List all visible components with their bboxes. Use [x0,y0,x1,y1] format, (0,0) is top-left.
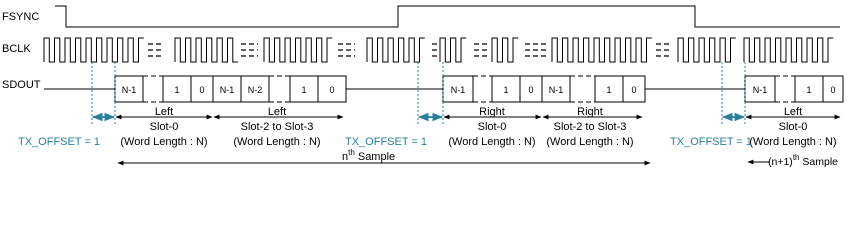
data-bit-label: N-1 [752,85,768,95]
bclk-segment [744,38,833,62]
word-length-label: (Word Length : N) [448,136,536,148]
bclk-segment [440,38,466,62]
tx-offset-label: TX_OFFSET = 1 [670,136,753,148]
slot-range-label: Slot-0 [477,121,507,133]
fsync-label: FSYNC [2,11,40,23]
fsync-waveform [55,6,840,27]
slot-group-label: Right [577,106,603,118]
data-bit-label: 1 [806,85,812,95]
bclk-segment [678,38,736,62]
word-length-label: (Word Length : N) [120,136,208,148]
data-bit-label: 0 [329,85,335,95]
data-bit-label: N-1 [219,85,235,95]
data-bit-label: 1 [606,85,612,95]
bclk-segment [492,38,518,62]
bclk-label: BCLK [2,43,31,55]
bclk-segment [552,38,652,62]
slot-range-label: Slot-0 [778,121,808,133]
word-length-label: (Word Length : N) [233,136,321,148]
annotations [18,106,840,168]
data-bit-label: 1 [174,85,180,95]
bclk-segment [367,38,425,62]
bclk-segment [264,38,332,62]
word-length-label: (Word Length : N) [749,136,837,148]
data-bit-label: N-1 [548,85,564,95]
data-bit-label: N-1 [450,85,466,95]
sdout-label: SDOUT [2,79,41,91]
data-bit-label: 0 [631,85,637,95]
slot-group-label: Left [267,106,287,118]
slot-group-label: Right [479,106,505,118]
slot-group-label: Left [154,106,174,118]
slot-range-label: Slot-2 to Slot-3 [553,121,627,133]
data-bit-label: 0 [199,85,205,95]
slot-range-label: Slot-0 [149,121,179,133]
slot-range-label: Slot-2 to Slot-3 [240,121,314,133]
nth-sample-label: $n^{th}$ Sample [342,148,396,163]
bclk-waveform [44,38,833,62]
data-bit-label: N-1 [121,85,137,95]
slot-group-label: Left [783,106,803,118]
bclk-segment [44,38,144,62]
tx-offset-label: TX_OFFSET = 1 [18,136,101,148]
data-bit-label: N-2 [247,85,263,95]
next-sample-label: $(n+1)^{th}$ Sample [768,153,839,168]
data-bit-label: 0 [830,85,836,95]
data-bit-label: 1 [503,85,509,95]
tx-offset-label: TX_OFFSET = 1 [345,136,428,148]
word-length-label: (Word Length : N) [546,136,634,148]
data-bit-label: 0 [528,85,534,95]
bclk-segment [175,38,238,62]
data-bit-label: 1 [301,85,307,95]
